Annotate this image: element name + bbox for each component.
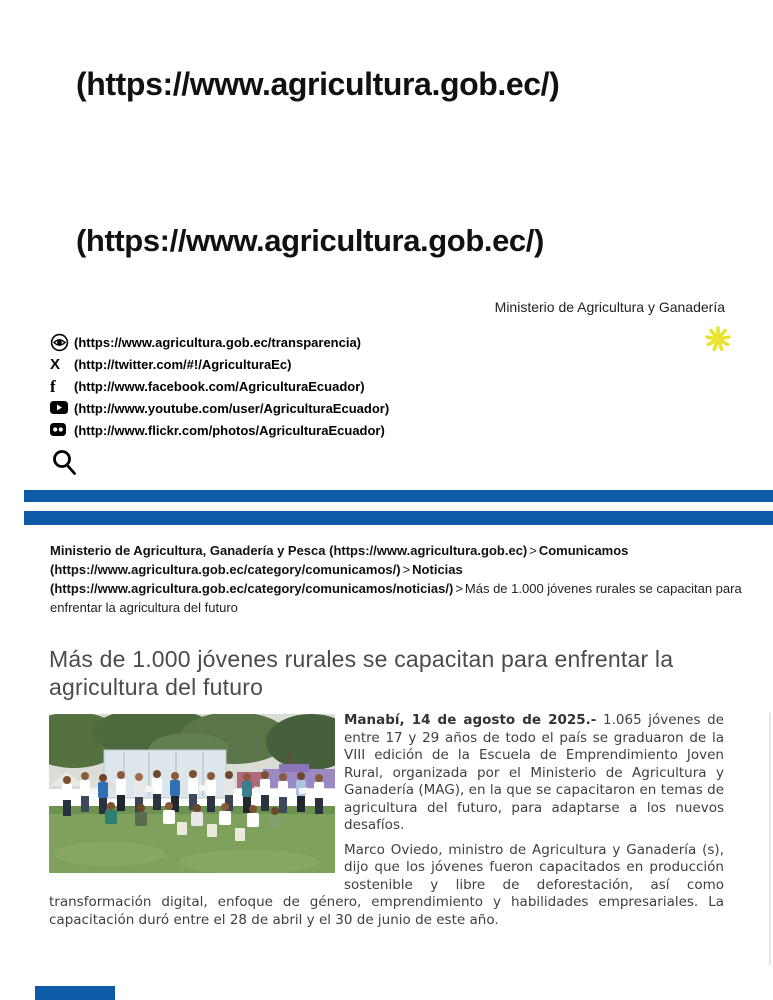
twitter-link[interactable]	[50, 353, 389, 375]
flickr-link[interactable]	[50, 419, 389, 441]
breadcrumb-home-link[interactable]: Ministerio de Agricultura, Ganadería y Pesca (https://www.agricultura.gob.ec)	[50, 543, 528, 558]
flickr-icon	[50, 421, 70, 439]
flickr-link-label: (http://www.flickr.com/photos/AgriculturaEcuador)	[74, 422, 385, 438]
facebook-link[interactable]	[50, 375, 389, 397]
search-icon	[51, 448, 78, 477]
transparency-link[interactable]	[50, 331, 389, 353]
youtube-link[interactable]	[50, 397, 389, 419]
transparency-eye-icon	[50, 333, 70, 351]
site-home-link-top[interactable]: (https://www.agricultura.gob.ec/)	[76, 66, 560, 102]
facebook-link-label: (http://www.facebook.com/AgriculturaEcuador)	[74, 378, 365, 394]
nav-bar-bottom	[24, 511, 773, 525]
loading-asterisk-icon	[703, 324, 733, 354]
breadcrumb-separator: >	[529, 543, 537, 558]
article-body	[49, 712, 724, 936]
facebook-icon: f	[50, 376, 56, 396]
twitter-link-label: (http://twitter.com/#!/AgriculturaEc)	[74, 356, 292, 372]
transparency-link-label: (https://www.agricultura.gob.ec/transparencia)	[74, 334, 362, 350]
site-home-link-bottom[interactable]: (https://www.agricultura.gob.ec/)	[76, 223, 544, 258]
twitter-x-icon: X	[50, 355, 61, 373]
nav-bar-top	[24, 490, 773, 502]
youtube-icon	[50, 399, 70, 417]
breadcrumb	[50, 541, 751, 617]
scrollbar-track[interactable]	[769, 713, 771, 965]
article-paragraph-2: Marco Oviedo, ministro de Agricultura y Ganadería (s), dijo que los jóvenes fueron capacitados en producción sostenible y libre de deforestación, así como transformación digital, enfoque de género, emprendimiento y habilidades empresariales. La capacitación duró entre el 28 de abril y el 30 de junio de este año.	[49, 841, 724, 928]
youtube-link-label: (http://www.youtube.com/user/AgriculturaEcuador)	[74, 400, 390, 416]
breadcrumb-current-page: Más de 1.000 jóvenes rurales se capacitan para enfrentar la agricultura del futuro	[50, 581, 742, 615]
article-dateline: Manabí, 14 de agosto de 2025.-	[344, 712, 597, 728]
breadcrumb-noticias-link[interactable]: Noticias (https://www.agricultura.gob.ec/category/comunicamos/noticias/)	[50, 562, 463, 596]
article-paragraph-1-text: 1.065 jóvenes de entre 17 y 29 años de todo el país se graduaron de la VIII edición de la Escuela de Emprendimiento Joven Rural, organizada por el Ministerio de Agricultura y Ganadería (MAG), en la que se capacitaron en temas de agricultura del futuro, para adaptarse a los nuevos desafíos.	[344, 712, 724, 833]
article-photo	[49, 714, 335, 873]
search-button[interactable]	[50, 448, 78, 478]
social-links	[50, 331, 389, 441]
footer-bar	[35, 986, 115, 1000]
breadcrumb-separator: >	[402, 562, 411, 577]
article-title: Más de 1.000 jóvenes rurales se capacitan para enfrentar la agricultura del futuro	[49, 646, 674, 700]
ministry-name: Ministerio de Agricultura y Ganadería	[494, 299, 725, 315]
breadcrumb-separator: >	[455, 581, 463, 596]
breadcrumb-comunicamos-link[interactable]: Comunicamos (https://www.agricultura.gob.ec/category/comunicamos/)	[50, 543, 629, 577]
